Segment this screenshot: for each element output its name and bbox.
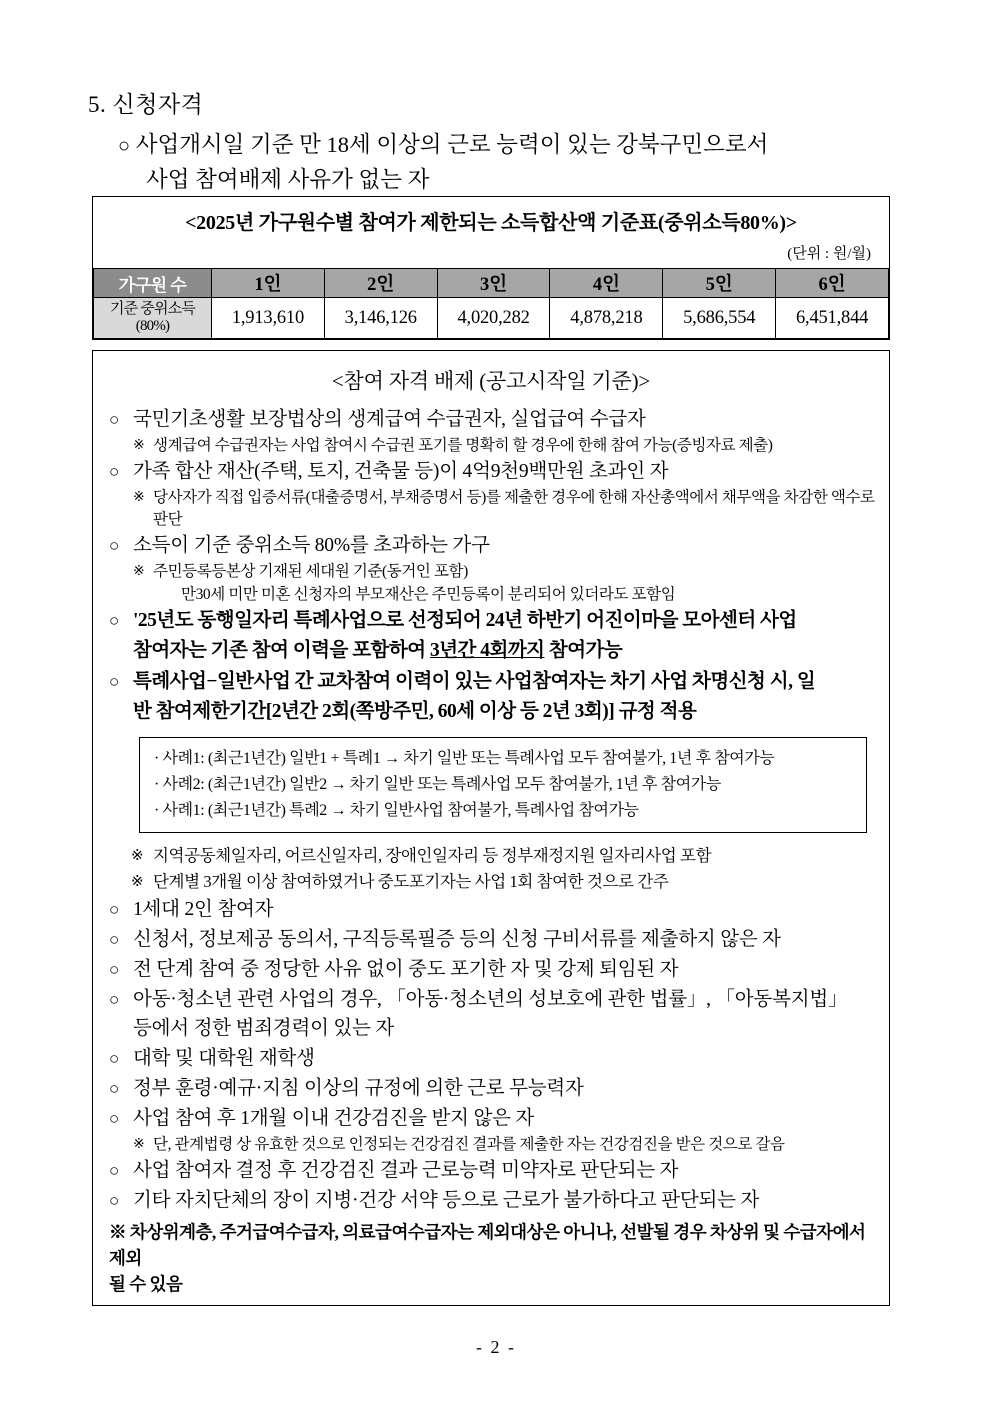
exclusion-item [107, 1044, 875, 1073]
special-1-line-2-post: 참여가능 [544, 640, 623, 661]
special-1-line-1: '25년도 동행일자리 특례사업으로 선정되어 24년 하반기 어진이마을 모아센터 사업 [133, 610, 797, 631]
bullet-circle-icon: ○ [109, 410, 120, 429]
reference-mark-icon: ※ [131, 848, 144, 864]
case-item: · 사례2: (최근1년간) 일반2 → 차기 일반 또는 특례사업 모두 참여불가, 1년 후 참여가능 [154, 776, 721, 793]
exclusion-item-text: 사업 참여자 결정 후 건강검진 결과 근로능력 미약자로 판단되는 자 [133, 1160, 679, 1181]
exclusion-note-text: 주민등록등본상 기재된 세대원 기준(동거인 포함) [153, 563, 468, 580]
qualification-bullet [118, 128, 948, 197]
exclusion-item-text-cont: 등에서 정한 범죄경력이 있는 자 [133, 1018, 394, 1039]
exclusion-item-note [107, 561, 875, 583]
case-item: · 사례1: (최근1년간) 특례2 → 차기 일반사업 참여불가, 특례사업 참여가능 [154, 802, 639, 819]
exclusion-item-text: 가족 합산 재산(주택, 토지, 건축물 등)이 4억9천9백만원 초과인 자 [133, 461, 669, 482]
exclusion-item-text: 대학 및 대학원 재학생 [133, 1048, 315, 1069]
income-header-4: 4인 [550, 269, 663, 298]
general-note-text: 단계별 3개월 이상 참여하였거나 중도포기자는 사업 1회 참여한 것으로 간주 [153, 872, 669, 891]
special-1-line-2-pre: 참여자는 기존 참여 이력을 포함하여 [133, 640, 430, 661]
general-note [107, 869, 875, 895]
exclusion-criteria-box [92, 350, 890, 1306]
bullet-circle-icon: ○ [109, 536, 120, 555]
exclusion-item-subnote: 만30세 미만 미혼 신청자의 부모재산은 주민등록이 분리되어 있더라도 포함임 [181, 586, 676, 603]
income-value-3: 4,020,282 [437, 298, 550, 339]
bullet-circle-icon: ○ [109, 960, 120, 979]
income-row-label-line1: 기준 중위소득 [109, 301, 196, 317]
exclusion-item-text: 정부 훈령·예규·지침 이상의 규정에 의한 근로 무능력자 [133, 1078, 584, 1099]
exclusion-item [107, 985, 875, 1043]
reference-mark-icon: ※ [109, 1222, 126, 1242]
general-note-text: 지역공동체일자리, 어르신일자리, 장애인일자리 등 정부재정지원 일자리사업 포함 [153, 846, 712, 865]
income-table-header-row [94, 269, 889, 298]
exclusion-item [107, 895, 875, 924]
income-table-unit: (단위 : 원/월) [787, 246, 871, 262]
income-value-2: 3,146,126 [324, 298, 437, 339]
exclusion-item-text: 국민기초생활 보장법상의 생계급여 수급권자, 실업급여 수급자 [133, 409, 646, 430]
exclusion-item-text: 소득이 기준 중위소득 80%를 초과하는 가구 [133, 535, 490, 556]
bullet-circle-icon: ○ [109, 611, 119, 630]
bullet-circle-icon: ○ [109, 1109, 120, 1128]
special-1-line-2 [133, 636, 875, 666]
bullet-circle-icon: ○ [109, 900, 120, 919]
income-table-title: <2025년 가구원수별 참여가 제한되는 소득합산액 기준표(중위소득80%)> [185, 212, 797, 234]
exclusion-note-text: 당사자가 직접 입증서류(대출증명서, 부채증명서 등)를 제출한 경우에 한해 자산총액에서 채무액을 차감한 액수로 [153, 489, 875, 506]
exclusion-title: <참여 자격 배제 (공고시작일 기준)> [331, 369, 651, 393]
exclusion-note-text: 단, 관계법령 상 유효한 것으로 인정되는 건강검진 결과를 제출한 자는 건강검진을 받은 것으로 갈음 [153, 1136, 785, 1153]
exclusion-item [107, 955, 875, 984]
exclusion-item-text: 사업 참여 후 1개월 이내 건강검진을 받지 않은 자 [133, 1108, 535, 1129]
income-row-label [94, 298, 212, 339]
income-table-row [94, 298, 889, 339]
bullet-circle-icon: ○ [109, 930, 120, 949]
income-header-6: 6인 [776, 269, 889, 298]
exclusion-item-text: 1세대 2인 참여자 [133, 899, 274, 920]
reference-mark-icon: ※ [133, 438, 145, 453]
income-value-1: 1,913,610 [212, 298, 325, 339]
exclusion-note-text-cont: 판단 [153, 511, 183, 528]
exclusion-item-note [107, 1134, 875, 1156]
income-table [93, 268, 889, 339]
reference-mark-icon: ※ [133, 1137, 145, 1152]
exclusion-item [107, 531, 875, 560]
bullet-circle-icon: ○ [118, 135, 131, 157]
final-note [107, 1219, 875, 1297]
reference-mark-icon: ※ [133, 490, 145, 505]
cross-participation-cases-box [139, 737, 867, 833]
exclusion-item [107, 1186, 875, 1215]
exclusion-item-text: 신청서, 정보제공 동의서, 구직등록필증 등의 신청 구비서류를 제출하지 않은 자 [133, 929, 781, 950]
exclusion-item-special-2 [107, 667, 875, 727]
case-item: · 사례1: (최근1년간) 일반1 + 특례1 → 차기 일반 또는 특례사업 모두 참여불가, 1년 후 참여가능 [154, 750, 775, 767]
exclusion-note-text: 생계급여 수급권자는 사업 참여시 수급권 포기를 명확히 할 경우에 한해 참여 가능(증빙자료 제출) [153, 437, 773, 454]
bullet-circle-icon: ○ [109, 672, 119, 691]
special-2-line-1: 특례사업−일반사업 간 교차참여 이력이 있는 사업참여자는 차기 사업 차명신청 시, 일 [133, 671, 816, 692]
bullet-circle-icon: ○ [109, 462, 120, 481]
section-title: 신청자격 [112, 92, 204, 117]
final-note-line-2: 될 수 있음 [109, 1274, 183, 1294]
general-note [107, 843, 875, 869]
income-value-5: 5,686,554 [663, 298, 776, 339]
income-header-5: 5인 [663, 269, 776, 298]
income-row-label-line2: (80%) [135, 318, 170, 334]
qualification-line-1: 사업개시일 기준 만 18세 이상의 근로 능력이 있는 강북구민으로서 [135, 132, 769, 157]
special-1-line-2-underlined: 3년간 4회까지 [429, 640, 545, 661]
bullet-circle-icon: ○ [109, 1191, 120, 1210]
reference-mark-icon: ※ [133, 564, 145, 579]
final-note-line-1: 차상위계층, 주거급여수급자, 의료급여수급자는 제외대상은 아니나, 선발될 경우 차상위 및 수급자에서 제외 [109, 1222, 866, 1268]
exclusion-item [107, 1156, 875, 1185]
exclusion-item [107, 457, 875, 486]
reference-mark-icon: ※ [131, 874, 144, 890]
exclusion-item-text: 전 단계 참여 중 정당한 사유 없이 중도 포기한 자 및 강제 퇴임된 자 [133, 959, 679, 980]
bullet-circle-icon: ○ [109, 1079, 120, 1098]
exclusion-item-note [107, 435, 875, 457]
qualification-line-2: 사업 참여배제 사유가 없는 자 [146, 167, 430, 192]
page-number: - 2 - [476, 1337, 516, 1357]
income-header-3: 3인 [437, 269, 550, 298]
special-2-line-2: 반 참여제한기간[2년간 2회(쪽방주민, 60세 이상 등 2년 3회)] 규정 적용 [133, 701, 697, 722]
exclusion-item [107, 1104, 875, 1133]
bullet-circle-icon: ○ [109, 1161, 120, 1180]
income-header-2: 2인 [324, 269, 437, 298]
exclusion-item [107, 405, 875, 434]
exclusion-item [107, 925, 875, 954]
bullet-circle-icon: ○ [109, 1049, 120, 1068]
bullet-circle-icon: ○ [109, 990, 120, 1009]
exclusion-item-special-1 [107, 606, 875, 666]
exclusion-item-text: 기타 자치단체의 장이 지병·건강 서약 등으로 근로가 불가하다고 판단되는 자 [133, 1190, 760, 1211]
section-number: 5. [88, 92, 107, 117]
exclusion-item-text: 아동·청소년 관련 사업의 경우, 「아동·청소년의 성보호에 관한 법률」, 「아동복지법」 [133, 989, 848, 1010]
income-value-4: 4,878,218 [550, 298, 663, 339]
section-heading [88, 86, 203, 119]
income-value-6: 6,451,844 [776, 298, 889, 339]
exclusion-item [107, 1074, 875, 1103]
income-header-1: 1인 [212, 269, 325, 298]
income-header-household: 가구원 수 [94, 269, 212, 298]
exclusion-item-note [107, 487, 875, 531]
income-criteria-box [92, 196, 890, 340]
